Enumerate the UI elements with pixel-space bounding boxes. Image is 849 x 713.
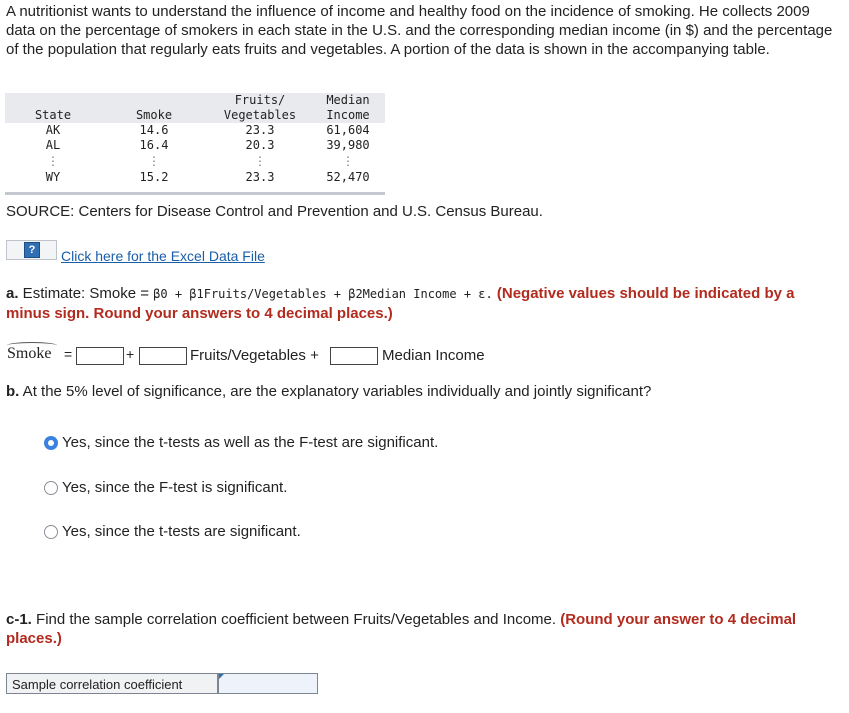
cell-ellipsis: ⋮ [254, 154, 266, 168]
part-a-label: a. [6, 285, 19, 302]
intercept-input[interactable] [76, 347, 124, 365]
fruits-term-label: Fruits/Vegetables + [190, 347, 319, 364]
cell-state: AL [45, 138, 61, 152]
cell-income: 52,470 [326, 170, 370, 184]
cell-income: 61,604 [326, 123, 370, 137]
cell-ellipsis: ⋮ [342, 154, 354, 168]
option-label-2[interactable]: Yes, since the F-test is significant. [62, 479, 288, 496]
cell-smoke: 14.6 [139, 123, 169, 137]
part-a-text: Estimate: Smoke = [18, 285, 154, 302]
excel-data-link[interactable]: Click here for the Excel Data File [61, 248, 265, 264]
cell-fv: 20.3 [245, 138, 275, 152]
cell-state: AK [45, 123, 61, 137]
header-state: State [34, 108, 72, 122]
cell-income: 39,980 [326, 138, 370, 152]
source-note: SOURCE: Centers for Disease Control and Prevention and U.S. Census Bureau. [6, 203, 543, 220]
header-smoke: Smoke [135, 108, 173, 122]
correlation-input[interactable] [218, 673, 318, 694]
cell-fv: 23.3 [245, 123, 275, 137]
part-c1-label: c-1. [6, 611, 32, 628]
problem-intro: A nutritionist wants to understand the influence of income and healthy food on the incidence of smoking. He collects 2009 data on the percentage of smokers in each state in the U.S. and the corresponding median income (in $) and the percentage of the population that regularly eats fruits and vegetables. A portion of the data is shown in the accompanying table. [6, 3, 833, 58]
income-term-label: Median Income [382, 347, 485, 364]
option-radio-1[interactable] [44, 436, 58, 450]
part-c1-prompt [6, 610, 836, 648]
header-fv-2: Vegetables [223, 108, 297, 122]
part-b-prompt [6, 383, 651, 400]
cell-fv: 23.3 [245, 170, 275, 184]
part-a-model: β0 + β1Fruits/Vegetables + β2Median Income + ε. [153, 287, 493, 301]
fruits-coefficient-input[interactable] [139, 347, 187, 365]
correlation-label: Sample correlation coefficient [6, 673, 218, 694]
option-label-3[interactable]: Yes, since the t-tests are significant. [62, 523, 301, 540]
cell-ellipsis: ⋮ [47, 154, 59, 168]
help-icon: ? [24, 242, 40, 258]
input-flag-icon [219, 674, 224, 679]
option-radio-3[interactable] [44, 525, 58, 539]
part-a-instruction: (Negative values should be indicated by a minus sign. Round your answers to 4 decimal places.) [6, 285, 795, 322]
equals-sign: = [64, 346, 73, 362]
cell-ellipsis: ⋮ [148, 154, 160, 168]
plus-sign: + [126, 346, 135, 362]
header-income-1: Median [326, 93, 370, 107]
header-fv-1: Fruits/ [234, 93, 286, 107]
header-income-2: Income [326, 108, 370, 122]
option-radio-2[interactable] [44, 481, 58, 495]
option-label-1[interactable]: Yes, since the t-tests as well as the F-test are significant. [62, 434, 439, 451]
part-c1-text: Find the sample correlation coefficient between Fruits/Vegetables and Income. [31, 611, 561, 628]
table-bottom-rule [5, 192, 385, 195]
part-c1-instruction: (Round your answer to 4 decimal places.) [6, 611, 797, 647]
data-table [5, 93, 385, 193]
part-b-label: b. [6, 383, 20, 400]
part-b-text: At the 5% level of significance, are the explanatory variables individually and jointly significant? [19, 383, 652, 400]
cell-smoke: 16.4 [139, 138, 169, 152]
part-a-prompt [6, 284, 836, 323]
income-coefficient-input[interactable] [330, 347, 378, 365]
cell-smoke: 15.2 [139, 170, 169, 184]
equation-lhs: Smoke [7, 345, 52, 362]
cell-state: WY [45, 170, 61, 184]
